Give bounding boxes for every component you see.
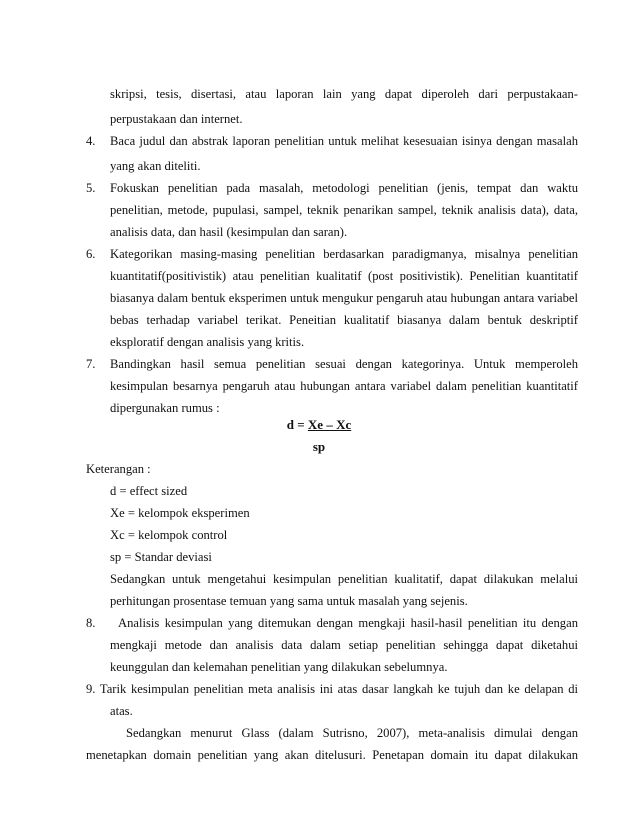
text-line: bebas terhadap variabel terikat. Peneitian kualitatif biasanya dalam bentuk deskriptif <box>110 313 578 327</box>
text-line: 9. Tarik kesimpulan penelitian meta analisis ini atas dasar langkah ke tujuh dan ke delapan di <box>86 682 578 696</box>
text-line: dipergunakan rumus : <box>110 401 220 415</box>
list-number: 8. <box>86 616 96 630</box>
text-line: Sedangkan menurut Glass (dalam Sutrisno, 2007), meta-analisis dimulai dengan <box>126 726 578 740</box>
text-line: penelitian, metode, pupulasi, sampel, teknik penarikan sampel, teknik analisis data), data, <box>110 203 578 217</box>
text-line: kesimpulan besarnya pengaruh atau hubungan antara variabel dalam penelitian kuantitatif <box>110 379 578 393</box>
text-line: skripsi, tesis, disertasi, atau laporan lain yang dapat diperoleh dari perpustakaan- <box>110 87 578 101</box>
effect-size-formula <box>0 417 638 433</box>
text-line: perpustakaan dan internet. <box>110 112 243 126</box>
text-line: atas. <box>110 704 133 718</box>
definition-xe: Xe = kelompok eksperimen <box>110 506 250 520</box>
text-line: mengkaji metode dan analisis data dalam setiap penelitian sehingga dapat diketahui <box>110 638 578 652</box>
text-line: Analisis kesimpulan yang ditemukan dengan mengkaji hasil-hasil penelitian itu dengan <box>118 616 578 630</box>
formula-numerator: Xe – Xc <box>307 417 352 432</box>
formula-denominator: sp <box>312 439 326 454</box>
definition-xc: Xc = kelompok control <box>110 528 228 542</box>
text-line: keunggulan dan kelemahan penelitian yang dilakukan sebelumnya. <box>110 660 448 674</box>
list-number: 6. <box>86 247 96 261</box>
definition-d: d = effect sized <box>110 484 188 498</box>
text-line: eksploratif dengan analisis yang kritis. <box>110 335 305 349</box>
list-number: 7. <box>86 357 96 371</box>
text-line: Baca judul dan abstrak laporan penelitian untuk melihat kesesuaian isinya dengan masalah <box>110 134 578 148</box>
text-line: yang akan diteliti. <box>110 159 201 173</box>
text-line: biasanya dalam bentuk eksperimen untuk mengukur pengaruh atau hubungan antara variabel <box>110 291 578 305</box>
text-line: menetapkan domain penelitian yang akan ditelusuri. Penetapan domain itu dapat dilakukan <box>86 748 578 762</box>
text-line: Sedangkan untuk mengetahui kesimpulan penelitian kualitatif, dapat dilakukan melalui <box>110 572 578 586</box>
text-line: Kategorikan masing-masing penelitian berdasarkan paradigmanya, misalnya penelitian <box>110 247 578 261</box>
definition-sp: sp = Standar deviasi <box>110 550 212 564</box>
text-line: Bandingkan hasil semua penelitian sesuai dengan kategorinya. Untuk memperoleh <box>110 357 578 371</box>
formula-lhs: d = <box>286 417 308 432</box>
text-line: kuantitatif(positivistik) atau penelitian kualitatif (post positivistik). Penelitian kuantitatif <box>110 269 578 283</box>
list-number: 4. <box>86 134 96 148</box>
list-number: 5. <box>86 181 96 195</box>
text-line: perhitungan prosentase temuan yang sama untuk masalah yang sejenis. <box>110 594 468 608</box>
keterangan-heading: Keterangan : <box>86 462 151 476</box>
text-line: Fokuskan penelitian pada masalah, metodologi penelitian (jenis, tempat dan waktu <box>110 181 578 195</box>
text-line: analisis data, dan hasil (kesimpulan dan saran). <box>110 225 348 239</box>
